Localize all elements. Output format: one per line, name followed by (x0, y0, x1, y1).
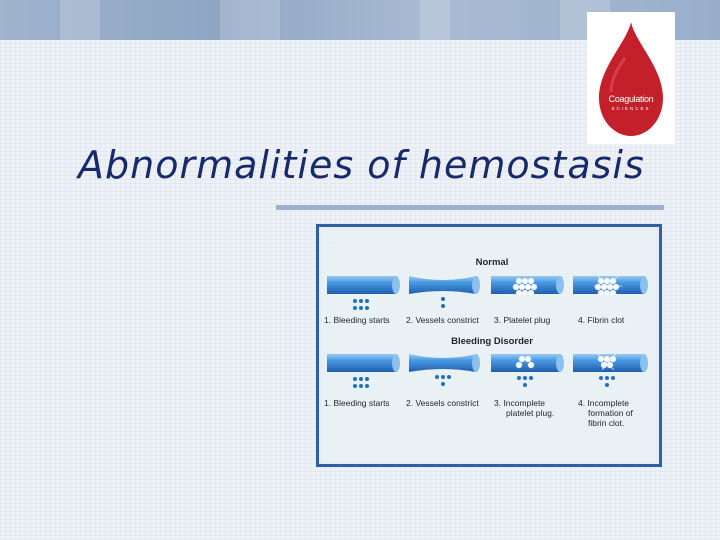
vessel-disorder-1 (327, 354, 400, 372)
blood-drop-icon (587, 12, 675, 144)
disorder-step-1-label: 1. Bleeding starts (324, 398, 390, 408)
normal-step-3-label: 3. Platelet plug (494, 315, 551, 325)
disorder-step-2-label: 2. Vessels constrict (406, 398, 479, 408)
logo-tagline: SCIENCES (611, 106, 651, 111)
blood-drops-disorder-2 (435, 375, 451, 386)
logo-name: Coagulation (608, 94, 654, 104)
figure-image (322, 230, 656, 461)
blood-drops-normal-2 (441, 297, 445, 308)
vessel-normal-2 (409, 276, 480, 294)
normal-step-4-label: 4. Fibrin clot (578, 315, 625, 325)
disorder-step-3-label-line2: platelet plug. (506, 408, 555, 418)
title-underline (276, 205, 664, 210)
normal-step-1-label: 1. Bleeding starts (324, 315, 390, 325)
slide-title: Abnormalities of hemostasis (78, 143, 645, 187)
blood-drops-disorder-4 (599, 376, 615, 387)
blood-drops-disorder-1 (353, 377, 369, 388)
disorder-heading: Bleeding Disorder (451, 336, 533, 347)
disorder-step-4-label: 4. Incomplete (578, 398, 630, 408)
disorder-step-3-label: 3. Incomplete (494, 398, 546, 408)
platelet-plug-normal (513, 278, 537, 296)
normal-step-2-label: 2. Vessels constrict (406, 315, 479, 325)
blood-drops-disorder-3 (517, 376, 533, 387)
coagulation-sciences-logo (587, 12, 675, 144)
blood-drops-normal-1 (353, 299, 369, 310)
faint-text: — (330, 238, 337, 246)
normal-heading: Normal (475, 257, 509, 268)
hemostasis-figure (316, 224, 662, 467)
disorder-step-4-label-line3: fibrin clot. (588, 418, 625, 428)
disorder-step-4-label-line2: formation of (588, 408, 633, 418)
vessel-disorder-2 (409, 354, 480, 372)
vessel-normal-1 (327, 276, 400, 294)
